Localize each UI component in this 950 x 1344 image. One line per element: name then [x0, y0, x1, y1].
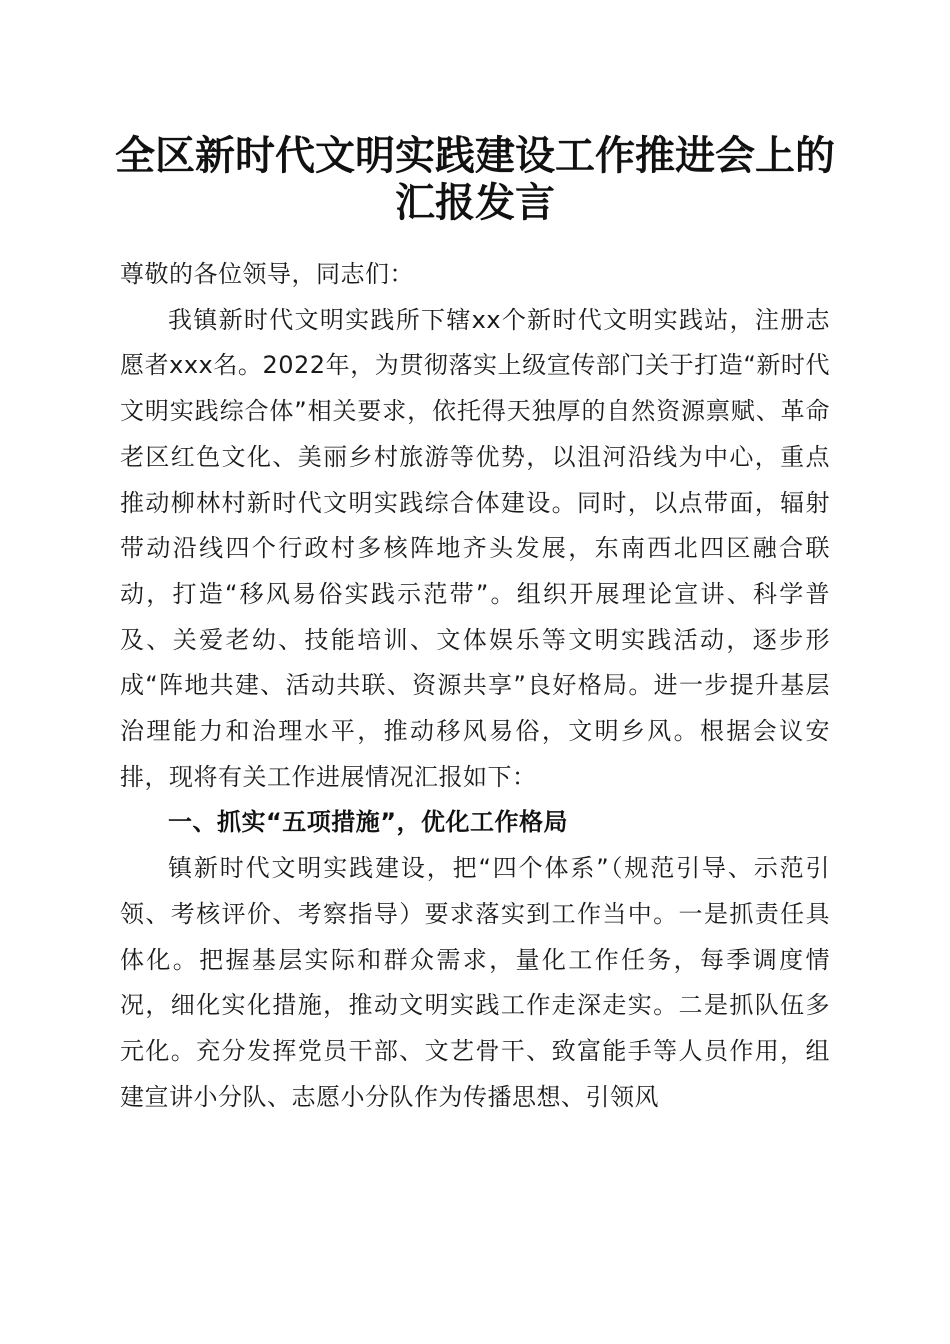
document-title: 全区新时代文明实践建设工作推进会上的汇报发言 [115, 132, 835, 226]
salutation: 尊敬的各位领导，同志们： [120, 260, 414, 288]
intro-paragraph: 我镇新时代文明实践所下辖xx个新时代文明实践站，注册志愿者xxx名。2022年，为贯彻落实上级宣传部门关于打造“新时代文明实践综合体”相关要求，依托得天独厚的自然资源禀赋、革命老区红色文化、美丽乡村旅游等优势，以沮河沿线为中心，重点推动柳林村新时代文明实践综合体建设。同时，以点带面，辐射带动沿线四个行政村多核阵地齐头发展，东南西北四区融合联动，打造“移风易俗实践示范带”。组织开展理论宣讲、科学普及、关爱老幼、技能培训、文体娱乐等文明实践活动，逐步形成“阵地共建、活动共联、资源共享”良好格局。进一步提升基层治理能力和治理水平，推动移风易俗，文明乡风。根据会议安排，现将有关工作进展情况汇报如下： [120, 305, 830, 791]
section-paragraph: 镇新时代文明实践建设，把“四个体系”（规范引导、示范引领、考核评价、考察指导）要求落实到工作当中。一是抓责任具体化。把握基层实际和群众需求，量化工作任务，每季调度情况，细化实化措施，推动文明实践工作走深走实。二是抓队伍多元化。充分发挥党员干部、文艺骨干、致富能手等人员作用，组建宣讲小分队、志愿小分队作为传播思想、引领风 [120, 854, 830, 1111]
document-body [120, 252, 830, 1120]
section-heading: 一、抓实“五项措施”，优化工作格局 [168, 808, 569, 837]
